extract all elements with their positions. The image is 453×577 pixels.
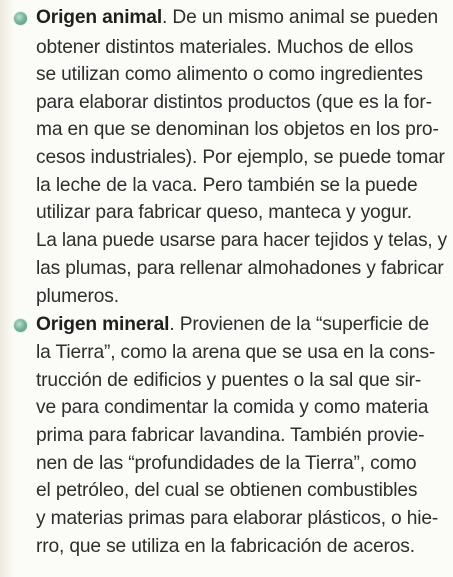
paragraph-line: cesos industriales). Por ejemplo, se puede tomar <box>36 147 445 168</box>
paragraph-line: las plumas, para rellenar almohadones y fabricar <box>36 258 444 279</box>
paragraph-line: la leche de la vaca. Pero también se la puede <box>36 175 418 196</box>
line-text: . Provienen de la “superficie de <box>169 314 430 335</box>
item-heading: Origen animal <box>36 7 163 28</box>
paragraph-line: ve para condimentar la comida y como materia <box>36 397 429 418</box>
line-text: . De un mismo animal se pueden <box>162 7 439 28</box>
paragraph-line: ma en que se denominan los objetos en los pro- <box>36 119 439 140</box>
paragraph-line <box>36 312 429 338</box>
paragraph-line: y materias primas para elaborar plásticos, o hie- <box>36 508 439 529</box>
paragraph-line: rro, que se utiliza en la fabricación de aceros. <box>36 536 415 557</box>
paragraph-line: se utilizan como alimento o como ingredientes <box>36 64 423 85</box>
paragraph-line: trucción de edificios y puentes o la sal que sir- <box>36 370 422 391</box>
paragraph-line: el petróleo, del cual se obtienen combustibles <box>36 480 418 501</box>
bullet-dot-icon <box>14 319 27 332</box>
item-heading: Origen mineral <box>36 314 170 335</box>
bullet-dot-icon <box>14 12 27 25</box>
paragraph-line: plumeros. <box>36 286 119 307</box>
paragraph-line: obtener distintos materiales. Muchos de ellos <box>36 37 414 58</box>
paragraph-line: la Tierra”, como la arena que se usa en la cons- <box>36 342 436 363</box>
paragraph-line: utilizar para fabricar queso, manteca y yogur. <box>36 202 412 223</box>
paragraph-line: nen de las “profundidades de la Tierra”, como <box>36 453 417 474</box>
paragraph-line <box>36 5 438 31</box>
paragraph-line: para elaborar distintos productos (que es la for- <box>36 92 432 113</box>
paragraph-line: prima para fabricar lavandina. También provie- <box>36 425 425 446</box>
page-edge-shadow <box>0 0 14 577</box>
paragraph-line: La lana puede usarse para hacer tejidos y telas, y <box>36 230 447 251</box>
